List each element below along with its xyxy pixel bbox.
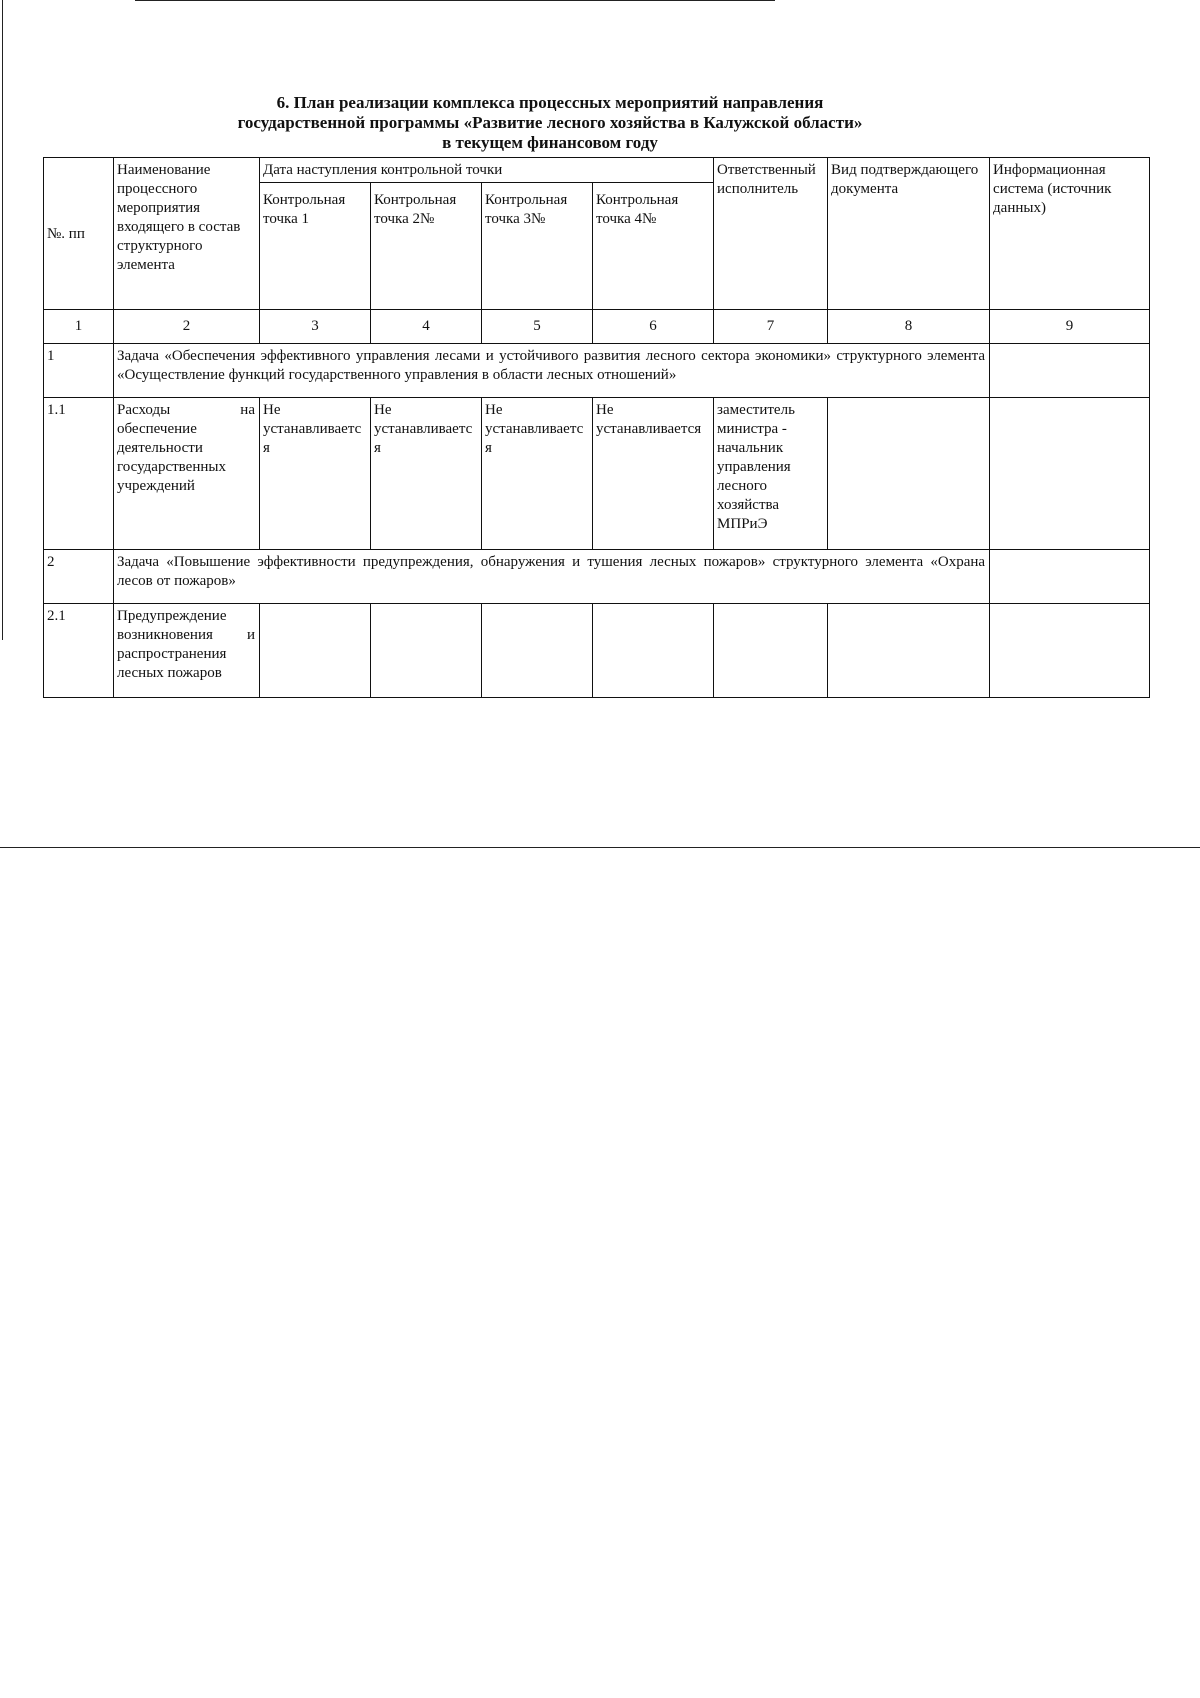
header-document-type: Вид подтверждающего документа [828, 158, 990, 310]
column-number: 3 [260, 310, 371, 344]
info-system-value [990, 398, 1150, 550]
task-row-1 [44, 344, 1150, 398]
document-type-value [828, 604, 990, 698]
checkpoint-1-value: Не устанавливается [260, 398, 371, 550]
activity-name: Расходы на обеспечение деятельности государственных учреждений [114, 398, 260, 550]
scan-edge-left [2, 0, 3, 640]
title-line-1: 6. План реализации комплекса процессных мероприятий направления [276, 93, 824, 112]
column-number: 6 [593, 310, 714, 344]
responsible-value [714, 604, 828, 698]
header-responsible: Ответственный исполнитель [714, 158, 828, 310]
column-number: 8 [828, 310, 990, 344]
task-description: Задача «Повышение эффективности предупреждения, обнаружения и тушения лесных пожаров» структурного элемента «Охрана лесов от пожаров» [114, 550, 990, 604]
header-number: №. пп [44, 158, 114, 310]
checkpoint-4-value: Не устанавливается [593, 398, 714, 550]
task-description: Задача «Обеспечения эффективного управления лесами и устойчивого развития лесного сектора экономики» структурного элемента «Осуществление функций государственного управления в области лесных отношений» [114, 344, 990, 398]
header-checkpoint-3: Контрольная точка 3№ [482, 183, 593, 310]
header-control-date: Дата наступления контрольной точки [260, 158, 714, 183]
task-row-2 [44, 550, 1150, 604]
document-type-value [828, 398, 990, 550]
activity-row-1-1 [44, 398, 1150, 550]
column-number: 2 [114, 310, 260, 344]
title-line-2: государственной программы «Развитие лесного хозяйства в Калужской области» [237, 113, 863, 132]
header-checkpoint-1: Контрольная точка 1 [260, 183, 371, 310]
checkpoint-1-value [260, 604, 371, 698]
plan-table [43, 157, 1150, 698]
column-number: 9 [990, 310, 1150, 344]
checkpoint-2-value [371, 604, 482, 698]
task-info-cell [990, 550, 1150, 604]
checkpoint-3-value: Не устанавливается [482, 398, 593, 550]
task-info-cell [990, 344, 1150, 398]
header-row-1 [44, 158, 1150, 183]
scan-edge-bottom [0, 847, 1200, 848]
header-checkpoint-4: Контрольная точка 4№ [593, 183, 714, 310]
header-activity-name: Наименование процессного мероприятия входящего в состав структурного элемента [114, 158, 260, 310]
document-title [150, 93, 950, 153]
column-number-row [44, 310, 1150, 344]
column-number: 5 [482, 310, 593, 344]
title-line-3: в текущем финансовом году [442, 133, 658, 152]
activity-number: 2.1 [44, 604, 114, 698]
checkpoint-4-value [593, 604, 714, 698]
activity-number: 1.1 [44, 398, 114, 550]
header-info-system: Информационная система (источник данных) [990, 158, 1150, 310]
responsible-value: заместитель министра - начальник управления лесного хозяйства МПРиЭ [714, 398, 828, 550]
task-number: 2 [44, 550, 114, 604]
checkpoint-2-value: Не устанавливается [371, 398, 482, 550]
scan-edge-top [135, 0, 775, 1]
column-number: 7 [714, 310, 828, 344]
column-number: 1 [44, 310, 114, 344]
info-system-value [990, 604, 1150, 698]
activity-name: Предупреждение возникновения и распространения лесных пожаров [114, 604, 260, 698]
column-number: 4 [371, 310, 482, 344]
header-checkpoint-2: Контрольная точка 2№ [371, 183, 482, 310]
activity-row-2-1 [44, 604, 1150, 698]
task-number: 1 [44, 344, 114, 398]
checkpoint-3-value [482, 604, 593, 698]
